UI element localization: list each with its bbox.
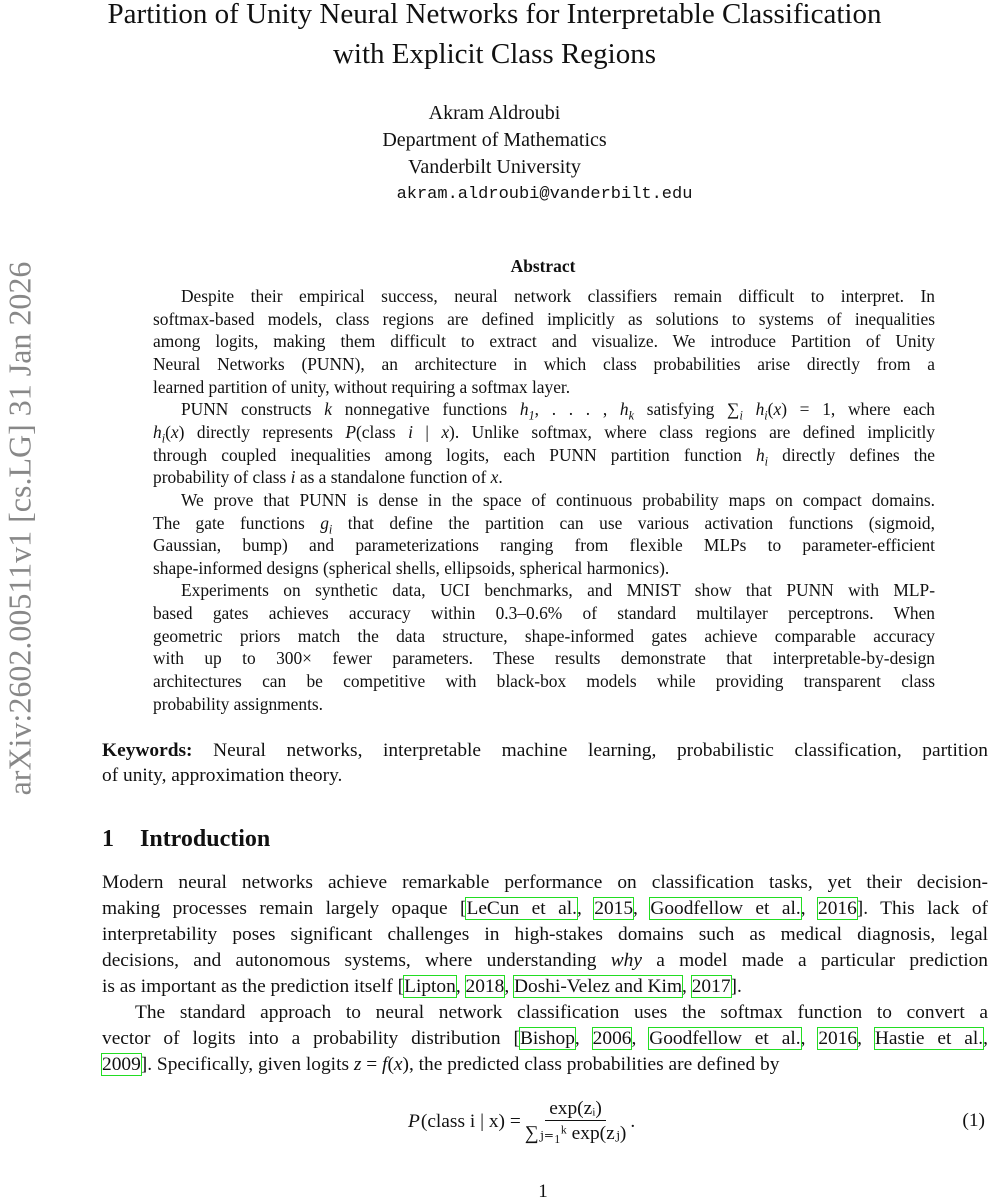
- text: ,: [800, 898, 818, 919]
- citation-link[interactable]: 2009: [102, 1054, 141, 1075]
- text: (: [165, 421, 171, 442]
- text-line: [102, 1054, 988, 1076]
- text-line: [102, 765, 988, 787]
- citation-link[interactable]: Bishop: [519, 1028, 575, 1049]
- text: PUNN constructs: [181, 399, 325, 420]
- text: satisfying ∑: [634, 399, 740, 420]
- text: =: [361, 1054, 383, 1075]
- equation-lhs-p: P: [408, 1110, 420, 1132]
- text: that define the partition can use various activation functions (sigmoid,: [332, 512, 935, 533]
- section-number: 1: [102, 826, 114, 852]
- text: with up to 300× fewer parameters. These results demonstrate that interpretable-by-design: [153, 648, 935, 669]
- text: Neural Networks (PUNN), an architecture in which class probabilities arise directly from a: [153, 353, 935, 374]
- subscript: i: [161, 431, 166, 446]
- text: based gates achieves accuracy within 0.3–0.6% of standard multilayer perceptrons. When: [153, 603, 935, 624]
- subscript: k: [628, 408, 635, 423]
- text-line: [153, 422, 935, 446]
- text: [743, 399, 756, 419]
- text-line: [153, 377, 935, 398]
- text: ,: [983, 1028, 988, 1049]
- text: probability assignments.: [153, 693, 324, 714]
- text: (: [387, 1054, 394, 1075]
- text: ,: [633, 898, 651, 919]
- text: nonnegative functions: [332, 399, 520, 420]
- paper-title-line-1: Partition of Unity Neural Networks for Interpretable Classification: [107, 0, 882, 30]
- text-line: [102, 740, 988, 762]
- bold-label: Keywords:: [102, 740, 193, 761]
- text-line: [181, 490, 935, 511]
- citation-link[interactable]: Goodfellow et al.: [650, 898, 801, 919]
- text: ,: [682, 976, 692, 997]
- equation-period: .: [630, 1110, 636, 1132]
- italic-text: x: [490, 467, 499, 488]
- text: of unity, approximation theory.: [102, 765, 343, 786]
- author-department: Department of Mathematics: [382, 129, 607, 151]
- subscript: 1: [528, 408, 535, 423]
- text: Gaussian, bump) and parameterizations ranging from flexible MLPs to parameter-efficient: [153, 535, 935, 556]
- citation-link[interactable]: Doshi-Velez and Kim: [514, 976, 683, 997]
- equation-fraction: [525, 1098, 627, 1145]
- section-heading-introduction: [102, 826, 270, 853]
- arxiv-identifier-sidebar: arXiv:2602.00511v1 [cs.LG] 31 Jan 2026: [1, 261, 38, 796]
- text: ,: [504, 976, 515, 997]
- citation-link[interactable]: 2016: [818, 1028, 858, 1049]
- text: .: [498, 467, 503, 488]
- italic-text: x: [441, 421, 450, 442]
- subscript: i: [739, 408, 743, 423]
- text: shape-informed designs (spherical shells, ellipsoids, spherical harmonics).: [153, 557, 670, 578]
- text-line: [153, 558, 935, 579]
- text-line: [153, 626, 935, 647]
- author-name: Akram Aldroubi: [428, 102, 561, 124]
- author-university: Vanderbilt University: [408, 156, 581, 178]
- page-number: 1: [538, 1181, 548, 1202]
- italic-text: i: [408, 421, 413, 442]
- text: decisions, and autonomous systems, where understanding: [102, 950, 611, 971]
- citation-link[interactable]: 2016: [818, 898, 857, 919]
- text: ]. Specifically, given logits: [140, 1054, 354, 1075]
- text: as a standalone function of: [295, 467, 491, 488]
- italic-text: P: [345, 421, 357, 442]
- text: vector of logits into a probability distribution [: [102, 1028, 520, 1049]
- text-line: [102, 1028, 988, 1050]
- equation-numerator: exp(zᵢ): [545, 1098, 606, 1121]
- text: architectures can be competitive with black-box models while providing transparent class: [153, 671, 935, 692]
- citation-link[interactable]: 2018: [465, 976, 505, 997]
- italic-text: x: [773, 399, 782, 420]
- subscript: i: [764, 454, 769, 469]
- citation-link[interactable]: Lipton: [404, 976, 456, 997]
- text-line: [153, 603, 935, 624]
- text: is as important as the prediction itself [: [102, 976, 405, 997]
- text: through coupled inequalities among logits, each PUNN partition function: [153, 444, 756, 465]
- subscript: i: [764, 408, 768, 423]
- text-line: [102, 950, 988, 972]
- italic-text: g: [320, 512, 329, 533]
- text-line: [153, 671, 935, 692]
- text: ,: [800, 1028, 819, 1049]
- text: ,: [857, 1028, 875, 1049]
- text: making processes remain largely opaque [: [102, 898, 467, 919]
- text-line: [102, 872, 988, 894]
- text: , . . . ,: [534, 399, 620, 420]
- text: We prove that PUNN is dense in the space of continuous probability maps on compact domains.: [181, 489, 935, 510]
- text: Experiments on synthetic data, UCI benchmarks, and MNIST show that PUNN with MLP-: [181, 580, 935, 601]
- text: among logits, making them difficult to extract and visualize. We introduce Partition of Unity: [153, 331, 935, 352]
- text: Neural networks, interpretable machine learning, probabilistic classification, partition: [192, 740, 988, 761]
- equation-lhs: (class i | x) =: [420, 1110, 521, 1132]
- text: learned partition of unity, without requiring a softmax layer.: [153, 376, 571, 397]
- italic-text: k: [324, 399, 333, 420]
- italic-text: i: [290, 467, 296, 488]
- italic-text: h: [519, 399, 529, 420]
- text: ,: [574, 1028, 593, 1049]
- text-line: [153, 445, 935, 469]
- text: ) = 1, where each: [781, 399, 935, 420]
- text-line: [153, 331, 935, 352]
- text: softmax-based models, class regions are defined implicitly as solutions to systems of inequalities: [153, 308, 935, 329]
- text: ,: [631, 1028, 650, 1049]
- text: ,: [576, 898, 595, 919]
- italic-text: f: [382, 1054, 388, 1075]
- text: a model made a particular prediction: [641, 950, 988, 971]
- text: interpretability poses significant challenges in high-stakes domains such as medical diagnosis, legal: [102, 924, 988, 945]
- text-line: [181, 286, 935, 307]
- text-line: [135, 1002, 988, 1024]
- citation-link[interactable]: LeCun et al.: [466, 898, 577, 919]
- text: ), the predicted class probabilities are defined by: [402, 1054, 780, 1075]
- text-line: [153, 535, 935, 556]
- citation-link[interactable]: Hastie et al.: [874, 1028, 984, 1049]
- text: (class: [356, 421, 409, 442]
- text: probability of class: [153, 467, 291, 488]
- text-line: [153, 513, 935, 537]
- text-line: [153, 309, 935, 330]
- citation-link[interactable]: 2017: [691, 976, 731, 997]
- text: ). Unlike softmax, where class regions are defined implicitly: [449, 421, 935, 442]
- italic-text: h: [619, 399, 629, 420]
- text: The gate functions: [153, 512, 321, 533]
- italic-text: x: [170, 421, 179, 442]
- text: ]. This lack of: [856, 898, 988, 919]
- text-line: [102, 976, 988, 998]
- paper-title-line-2: with Explicit Class Regions: [332, 38, 657, 70]
- author-email[interactable]: akram.aldroubi@vanderbilt.edu: [396, 185, 693, 204]
- text-line: [153, 467, 935, 488]
- equation-denominator: ∑ⱼ₌₁ᵏ exp(zⱼ): [524, 1123, 627, 1144]
- text-line: [153, 648, 935, 669]
- text: directly defines the: [768, 444, 936, 465]
- citation-link[interactable]: Goodfellow et al.: [649, 1028, 801, 1049]
- text: ) directly represents: [178, 421, 346, 442]
- italic-text: z: [353, 1054, 362, 1075]
- italic-text: h: [755, 399, 765, 420]
- text: Despite their empirical success, neural network classifiers remain difficult to interpret. In: [181, 286, 935, 306]
- italic-text: x: [393, 1054, 403, 1075]
- text: Modern neural networks achieve remarkable performance on classification tasks, yet their decision-: [102, 872, 988, 893]
- text: ,: [455, 976, 466, 997]
- italic-text: why: [610, 950, 642, 971]
- italic-text: h: [755, 444, 765, 465]
- text-line: [153, 354, 935, 375]
- equation-number: (1): [962, 1110, 985, 1131]
- section-title: Introduction: [140, 826, 271, 852]
- citation-link[interactable]: 2006: [592, 1028, 632, 1049]
- text-line: [181, 399, 935, 423]
- text: |: [412, 421, 442, 442]
- subscript: i: [328, 521, 333, 536]
- italic-text: h: [153, 421, 162, 442]
- text-line: [153, 694, 935, 715]
- text: ].: [730, 976, 742, 997]
- text-line: [181, 580, 935, 601]
- abstract-heading: Abstract: [510, 256, 576, 276]
- text: The standard approach to neural network classification uses the softmax function to convert a: [135, 1002, 988, 1023]
- text-line: [102, 924, 988, 946]
- citation-link[interactable]: 2015: [594, 898, 634, 919]
- text: (: [767, 399, 774, 420]
- text-line: [102, 898, 988, 920]
- text: geometric priors match the data structure, shape-informed gates achieve comparable accuracy: [153, 625, 935, 646]
